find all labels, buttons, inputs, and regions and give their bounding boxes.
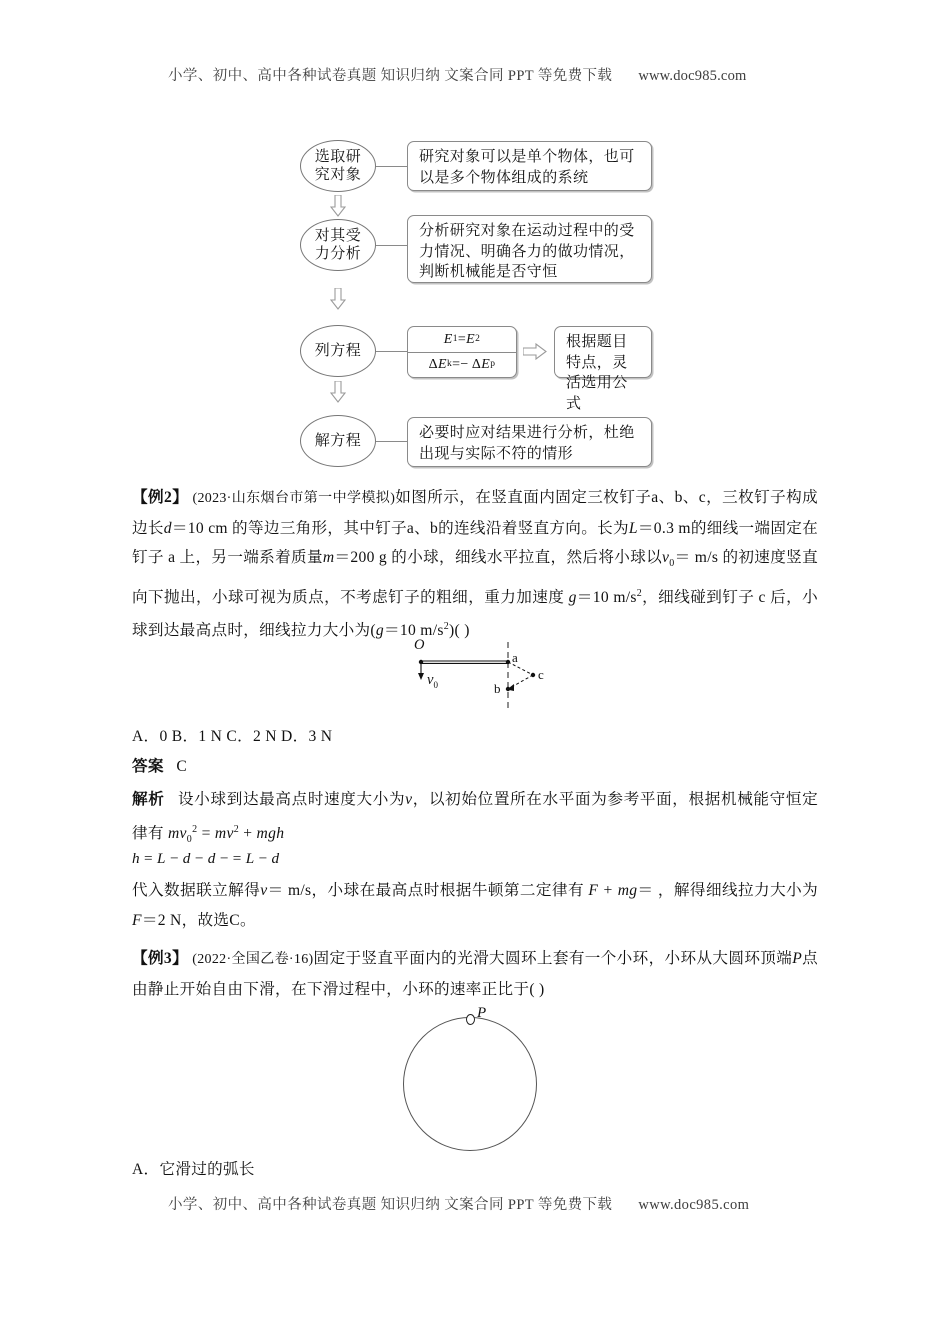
flow-node-line1: 列方程 — [314, 342, 362, 359]
arrow-down-icon-3 — [330, 381, 346, 403]
flow-node-line1: 解方程 — [314, 432, 362, 449]
analysis-text-5a: 大小为 — [770, 882, 819, 899]
example2-body-5b: ，细线碰到钉子 c 后，小球到达最高点时，细线拉力大小为( — [132, 588, 819, 640]
flow-connector-3 — [376, 351, 407, 352]
var-v0-sub: 0 — [669, 558, 675, 570]
var-g2: g — [375, 622, 385, 640]
running-footer-url: www.doc985.com — [638, 1197, 750, 1213]
analysis-text-4b: ＝ m/s，小球在最高点时根据牛顿第二定律有 — [267, 882, 585, 899]
example2-body-1: 如图所示，在竖直面内固定三枚钉子a、b、c，三枚 — [395, 489, 755, 506]
unit-exp-1: 2 — [636, 587, 643, 599]
analysis-equation-2: h = L − d − d − = L − d — [132, 850, 280, 867]
analysis-text-2a: 守恒定律有 — [132, 791, 818, 842]
example3-problem — [132, 944, 818, 1004]
running-header — [168, 64, 808, 85]
example2-problem — [132, 483, 818, 646]
answer-label: 答案 — [132, 758, 164, 775]
example3-tag: 【例3】 — [132, 950, 189, 967]
flow-box-choose-formula: 根据题目特点，灵活选用公式 — [554, 326, 652, 378]
var-d: d — [163, 519, 172, 537]
arrow-down-icon-2 — [330, 288, 346, 310]
example3-body-2b: 点由静止开始自由下滑，在下滑过程中，小环的速率正比于( ) — [132, 950, 819, 998]
var-L: L — [628, 519, 638, 537]
example3-body-1: 固定于竖直平面内的光滑大圆环上套有一个小环，小环从大圆环 — [313, 950, 761, 967]
flow-node-line2: 究对象 — [314, 167, 362, 183]
analysis-text-1b: ，以初始位置所在水平面为参考平面，根据机械能 — [412, 791, 770, 808]
flow-box-force-analysis: 分析研究对象在运动过程中的受力情况、明确各力的做功情况，判断机械能是否守恒 — [407, 215, 652, 283]
example2-body-5d: )( ) — [449, 622, 470, 640]
example3-figure — [400, 1006, 550, 1151]
flow-box-equations — [407, 326, 517, 378]
large-circle — [403, 1017, 537, 1151]
example2-analysis-cont — [132, 876, 818, 935]
arrow-down-icon-1 — [330, 195, 346, 217]
flow-box-solve-equation: 必要时应对结果进行分析，杜绝出现与实际不符的情形 — [407, 417, 652, 467]
figure-label-P: P — [477, 1005, 487, 1021]
analysis-text-4c: ＝ ，解得细线拉力 — [637, 882, 771, 899]
flow-node-line2: 力分析 — [314, 246, 362, 262]
var-P: P — [792, 950, 803, 967]
var-v-analysis: v — [405, 791, 413, 808]
flow-node-line1: 选取研 — [314, 148, 362, 165]
example2-body-5a: ＝10 m/s — [576, 588, 637, 606]
arrow-right-icon — [523, 343, 547, 360]
flow-connector-4 — [376, 441, 407, 442]
equation-energy-conservation: E 1 = E 2 — [408, 327, 516, 353]
flow-node-line1: 对其受 — [314, 227, 362, 244]
example2-answer — [132, 752, 818, 781]
var-v0: v — [662, 549, 670, 566]
figure-label-c: c — [538, 667, 544, 682]
example2-options: A．0 B．1 N C．2 N D．3 N — [132, 728, 333, 745]
example3-source: (2022·全国乙卷·16) — [192, 952, 314, 967]
analysis-text-1: 设小球到达最高点时速度大小为 — [178, 791, 406, 808]
flow-box-select-object: 研究对象可以是单个物体，也可以是多个物体组成的系统 — [407, 141, 652, 191]
flow-connector-1 — [376, 166, 407, 167]
example2-body-2a: 钉子构成边长 — [132, 489, 819, 537]
example2-body-4b: ＝ m/s 的初速度竖直向下抛出，小球可视为质点，不考虑钉子的粗细，重力加速度 — [132, 549, 818, 606]
flow-node-solve-equation — [300, 415, 376, 467]
flow-node-force-analysis — [300, 219, 376, 271]
example2-figure — [405, 637, 575, 712]
analysis-text-4a: 代入数据联立解得 — [132, 882, 261, 899]
var-F: F — [132, 911, 142, 929]
figure-label-a: a — [512, 650, 518, 665]
figure-label-v0: $v_0$ — [427, 672, 438, 690]
example2-source: (2023·山东烟台市第一中学模拟) — [192, 491, 396, 506]
analysis-text-5b: ＝2 N，故选C。 — [141, 911, 256, 929]
equation-kinetic-potential: Δ E k =− Δ E p — [428, 357, 496, 373]
example2-body-3b: ＝200 g 的小球，细线水平拉直，然后将小 — [334, 549, 631, 566]
figure-label-b: b — [494, 681, 501, 696]
flow-node-select-object — [300, 140, 376, 192]
running-header-text: 小学、初中、高中各种试卷真题 知识归纳 文案合同 PPT 等免费下载 — [168, 68, 613, 84]
answer-value: C — [176, 758, 188, 775]
example2-body-5c: ＝10 m/s — [384, 622, 444, 640]
running-footer — [168, 1193, 808, 1214]
example2-body-2b: ＝10 cm 的等边三角形，其中钉子a、b的连线沿着竖直方向。长为 — [171, 519, 629, 537]
figure-label-O: O — [414, 637, 425, 653]
var-F-mg: F + mg — [588, 882, 638, 899]
small-ring — [466, 1014, 475, 1025]
running-header-url: www.doc985.com — [638, 68, 747, 84]
var-v-result: v — [260, 882, 268, 899]
example2-tag: 【例2】 — [132, 489, 189, 506]
example2-body-3a: 的细线一端固定在钉子 a 上，另一端系着质量 — [132, 519, 819, 566]
analysis-label: 解析 — [132, 791, 165, 808]
analysis-equation-1: $mv_0^2 = mv^2$ + mgh — [168, 823, 285, 845]
var-m: m — [322, 549, 335, 566]
unit-exp-2: 2 — [443, 621, 450, 633]
var-g: g — [568, 588, 577, 606]
flow-node-write-equation — [300, 325, 376, 377]
flow-connector-2 — [376, 245, 407, 246]
running-footer-text: 小学、初中、高中各种试卷真题 知识归纳 文案合同 PPT 等免费下载 — [168, 1197, 613, 1213]
example2-analysis — [132, 785, 818, 854]
example2-body-2c: ＝0.3 m — [637, 519, 691, 537]
example2-body-4a: 球以 — [630, 549, 663, 566]
example3-option-a: A．它滑过的弧长 — [132, 1161, 255, 1178]
example3-body-2a: 顶端 — [760, 950, 793, 967]
